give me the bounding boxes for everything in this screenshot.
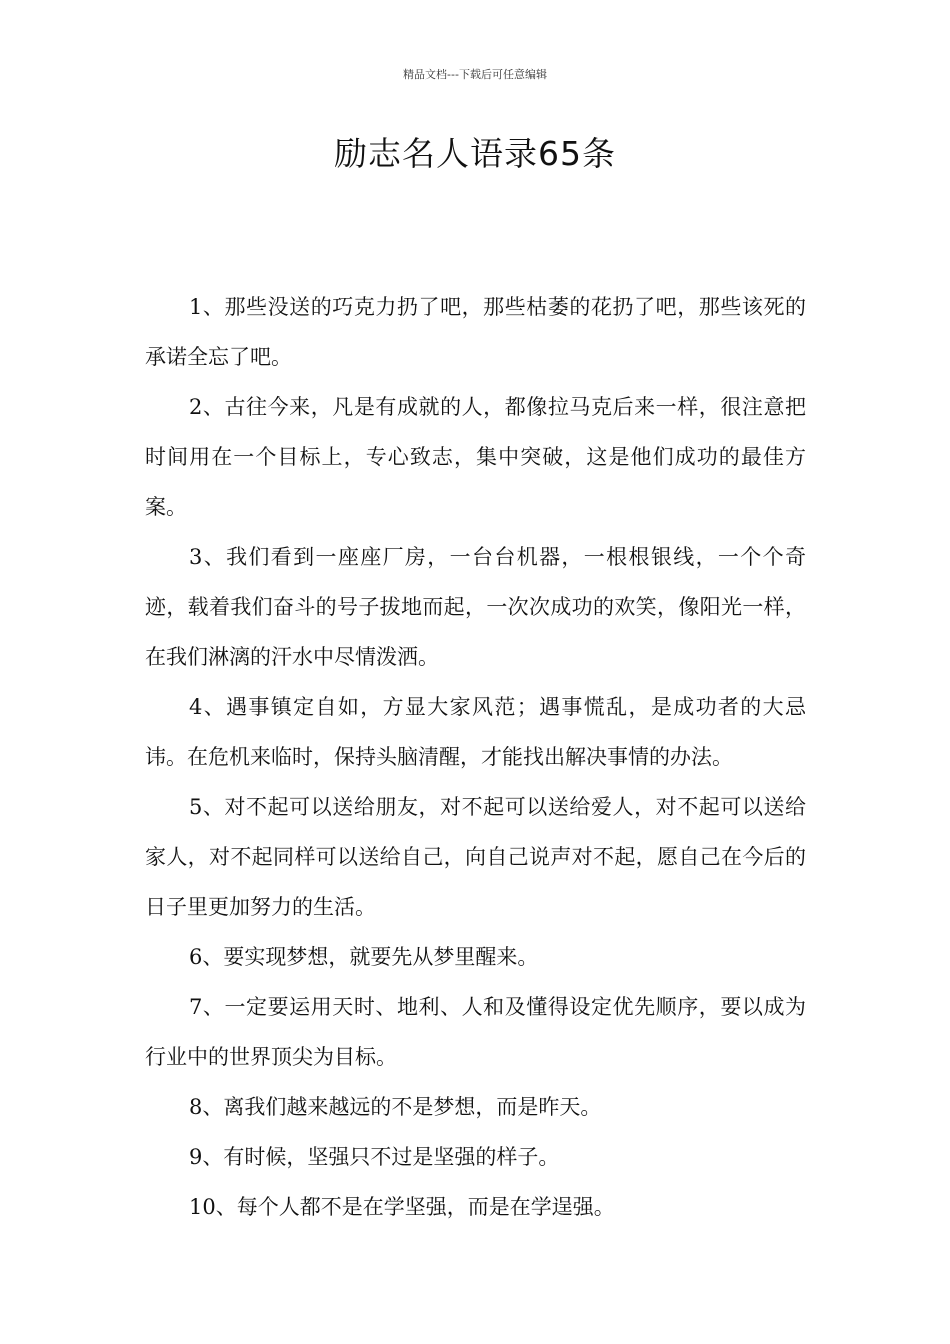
quote-item: 9、有时候，坚强只不过是坚强的样子。 — [189, 1145, 560, 1169]
quote-item: 1、那些没送的巧克力扔了吧，那些枯萎的花扔了吧，那些该死的承诺全忘了吧。 — [145, 295, 806, 369]
quote-item: 2、古往今来，凡是有成就的人，都像拉马克后来一样，很注意把时间用在一个目标上，专心致志，集中突破，这是他们成功的最佳方案。 — [145, 395, 806, 519]
quote-item: 8、离我们越来越远的不是梦想，而是昨天。 — [189, 1095, 602, 1119]
page-title: 励志名人语录65条 — [334, 134, 616, 173]
quote-item: 4、遇事镇定自如，方显大家风范；遇事慌乱，是成功者的大忌讳。在危机来临时，保持头脑清醒，才能找出解决事情的办法。 — [145, 695, 806, 769]
quote-item: 6、要实现梦想，就要先从梦里醒来。 — [189, 945, 539, 969]
quote-item: 7、一定要运用天时、地利、人和及懂得设定优先顺序，要以成为行业中的世界顶尖为目标。 — [145, 995, 806, 1069]
header-note: 精品文档---下载后可任意编辑 — [403, 68, 547, 81]
quote-list — [145, 282, 806, 1232]
quote-item: 3、我们看到一座座厂房，一台台机器，一根根银线，一个个奇迹，载着我们奋斗的号子拔地而起，一次次成功的欢笑，像阳光一样，在我们淋漓的汗水中尽情泼洒。 — [145, 545, 806, 669]
quote-item: 5、对不起可以送给朋友，对不起可以送给爱人，对不起可以送给家人，对不起同样可以送给自己，向自己说声对不起，愿自己在今后的日子里更加努力的生活。 — [145, 795, 806, 919]
quote-item: 10、每个人都不是在学坚强，而是在学逞强。 — [189, 1195, 615, 1219]
